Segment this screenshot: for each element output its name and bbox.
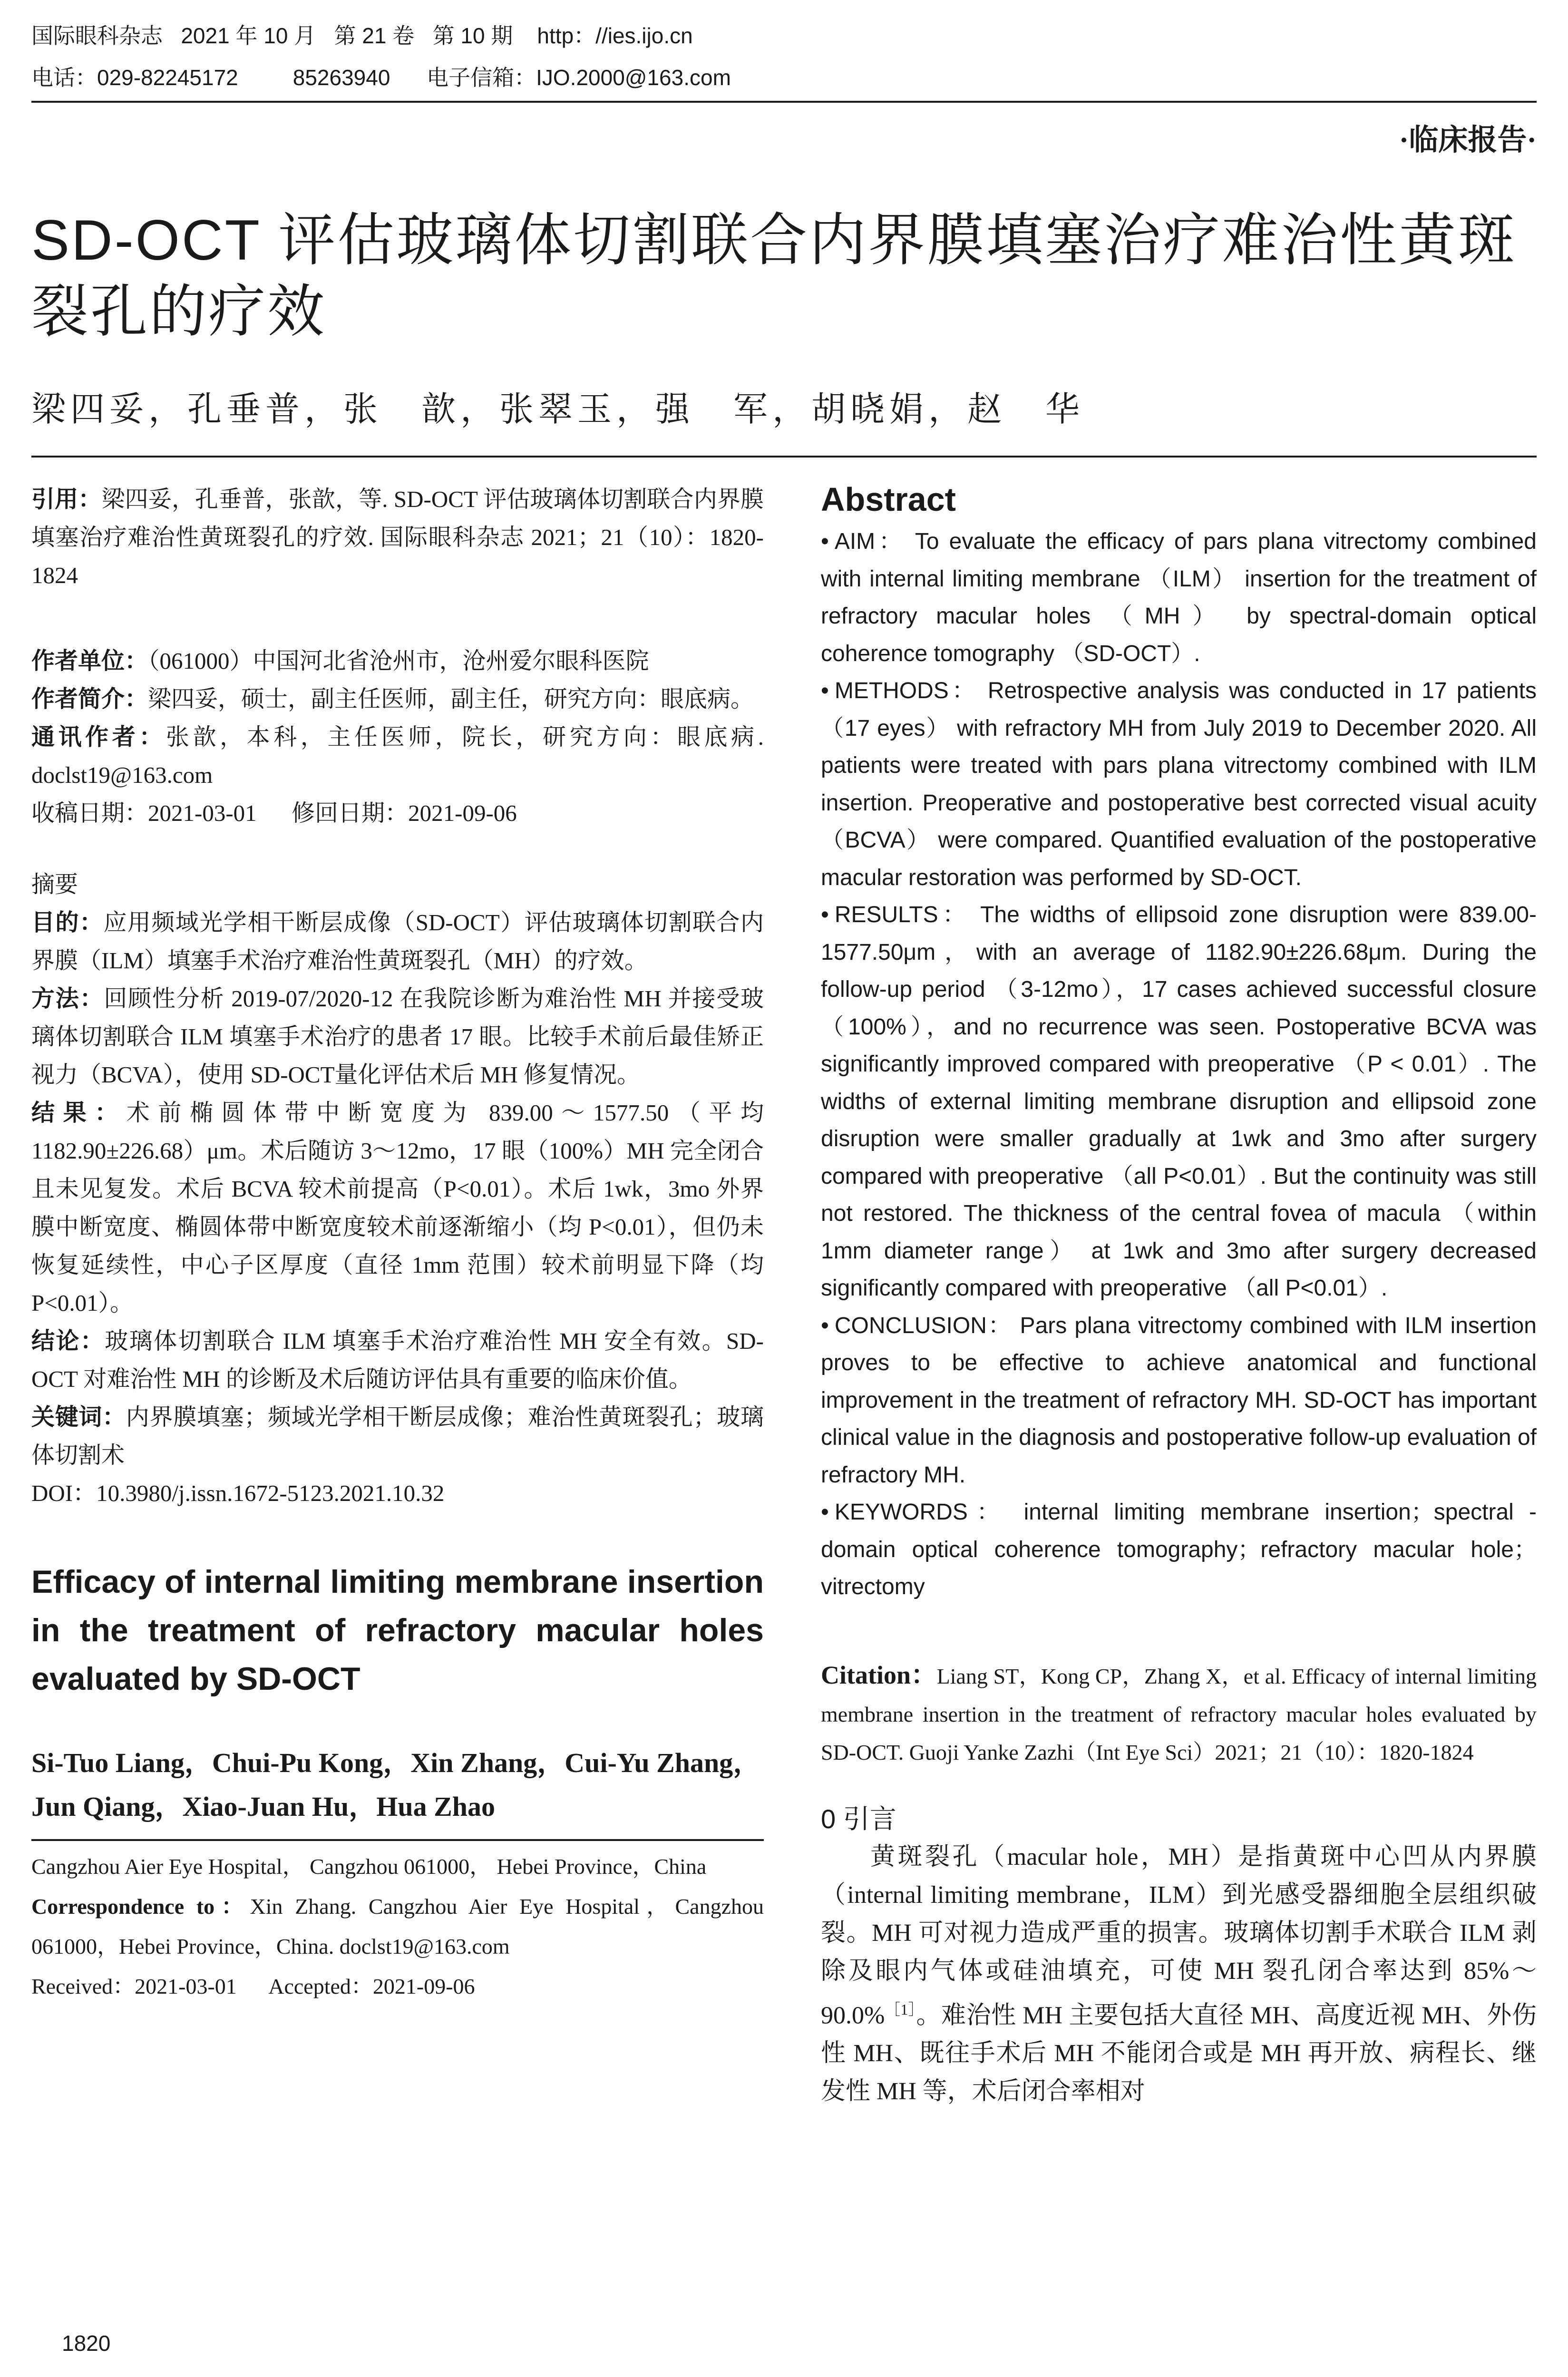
aim-label-cn: 目的： [31,910,104,935]
header-rule [31,101,1537,103]
methods-label-en: • METHODS： [821,678,978,703]
english-authors: Si-Tuo Liang，Chui-Pu Kong，Xin Zhang，Cui-Yu Zhang，Jun Qiang，Xiao-Juan Hu，Hua Zhao [31,1747,761,1822]
keywords-text-en: internal limiting membrane insertion；spectral - domain optical coherence tomography；refractory macular hole；vitrectomy [821,1500,1537,1599]
corresponding-label: 通讯作者： [31,724,166,750]
aim-text-cn: 应用频域光学相干断层成像（SD-OCT）评估玻璃体切割联合内界膜（ILM）填塞手术治疗难治性黄斑裂孔（MH）的疗效。 [31,909,764,974]
methods-label-cn: 方法： [31,986,104,1012]
methods-en [821,672,1537,896]
doi: DOI：10.3980/j.issn.1672-5123.2021.10.32 [31,1480,445,1506]
abstract-heading-cn: 摘要 [31,872,78,897]
english-dates: Received：2021-03-01 Accepted：2021-09-06 [31,1974,475,1998]
page-number: 1820 [62,2331,111,2356]
affiliation-label: 作者单位： [31,648,148,674]
conclusion-label-cn: 结论： [31,1328,105,1354]
affiliation-text: （061000）中国河北省沧州市，沧州爱尔眼科医院 [148,648,649,674]
methods-cn [31,980,764,1094]
english-title: Efficacy of internal limiting membrane insertion in the treatment of refractory macular holes evaluated by SD-OCT [31,1564,764,1697]
intro-paragraph [821,1838,1537,2111]
intro-text-continued: 。难治性 MH 主要包括大直径 MH、高度近视 MH、外伤性 MH、既往手术后 MH 不能闭合或是 MH 再开放、病程长、继发性 MH 等，术后闭合率相对 [821,2001,1537,2105]
aim-cn [31,904,764,980]
journal-header-line2: 电话：029-82245172 85263940 电子信箱：IJO.2000@163.com [31,65,731,90]
intro-heading: 0 引言 [821,1803,896,1834]
bio-text: 梁四妥，硕士，副主任医师，副主任，研究方向：眼底病。 [148,686,754,712]
results-en [821,896,1537,1307]
conclusion-en [821,1307,1537,1494]
authors-rule [31,456,1537,458]
english-affiliation: Cangzhou Aier Eye Hospital， Cangzhou 061000， Hebei Province，China [31,1854,707,1879]
authors: 梁四妥，孔垂普，张 歆，张翠玉，强 军，胡晓娟，赵 华 [31,390,1085,429]
citation-text-en: Liang ST，Kong CP，Zhang X，et al. Efficacy of internal limiting membrane insertion in the treatment of refractory macular holes evaluated by SD-OCT. Guoji Yanke Zazhi（Int Eye Sci）2021；21（10）：1820-1824 [821,1664,1537,1764]
english-correspondence [31,1887,764,1967]
received-dates: 收稿日期：2021-03-01 修回日期：2021-09-06 [31,800,517,826]
methods-text-cn: 回顾性分析 2019-07/2020-12 在我院诊断为难治性 MH 并接受玻璃体切割联合 ILM 填塞手术治疗的患者 17 眼。比较手术前后最佳矫正视力（BCVA），使用 SD-OCT量化评估术后 MH 修复情况。 [31,985,764,1088]
bio-label: 作者简介： [31,686,148,712]
citation-label: 引用： [31,487,102,512]
citation-en [821,1656,1537,1772]
aim-label-en: • AIM： [821,529,906,554]
journal-header-line1: 国际眼科杂志 2021 年 10 月 第 21 卷 第 10 期 http：//ies.ijo.cn [31,23,693,48]
conclusion-text-cn: 玻璃体切割联合 ILM 填塞手术治疗难治性 MH 安全有效。SD-OCT 对难治性 MH 的诊断及术后随访评估具有重要的临床价值。 [31,1328,764,1392]
keywords-text-cn: 内界膜填塞；频域光学相干断层成像；难治性黄斑裂孔；玻璃体切割术 [31,1404,764,1468]
intro-reference: ［1］ [885,2000,916,2018]
keywords-label-cn: 关键词： [31,1404,126,1430]
conclusion-text-en: Pars plana vitrectomy combined with ILM insertion proves to be effective to achieve anatomical and functional improvement in the treatment of refractory MH. SD-OCT has important clinical value in the diagnosis and postoperative follow-up evaluation of refractory MH. [821,1313,1537,1488]
right-column [821,480,1537,2111]
results-text-en: The widths of ellipsoid zone disruption were 839.00-1577.50μm，with an average of 1182.90±226.68μm. During the follow-up period （3-12mo），17 cases achieved successful closure （100%），and no recurrence was seen. Postoperative BCVA was significantly improved compared with preoperative （P < 0.01）. The widths of external limiting membrane disruption and ellipsoid zone disruption were smaller gradually at 1wk and 3mo after surgery compared with preoperative （all P<0.01）. But the continuity was still not restored. The thickness of the central fovea of macula （within 1mm diameter range） at 1wk and 3mo after surgery decreased significantly compared with preoperative （all P<0.01）. [821,902,1537,1301]
conclusion-label-en: • CONCLUSION： [821,1313,1012,1338]
corresponding-block [31,718,764,794]
left-column [31,480,764,2007]
results-cn [31,1094,764,1322]
section-label: ·临床报告· [1399,124,1537,156]
aim-en [821,523,1537,672]
results-label-cn: 结果： [31,1100,127,1126]
results-text-cn: 术前椭圆体带中断宽度为 839.00～1577.50（平均 1182.90±226.68）μm。术后随访 3～12mo，17 眼（100%）MH 完全闭合且未见复发。术后 BCVA 较术前提高（P<0.01）。术后 1wk，3mo 外界膜中断宽度、椭圆体带中断宽度较术前逐渐缩小（均 P<0.01），但仍未恢复延续性，中心子区厚度（直径 1mm 范围）较术前明显下降（均 P<0.01）。 [31,1100,764,1316]
bio-block [31,680,764,718]
abstract-heading-en: Abstract [821,481,956,518]
intro-text: 黄斑裂孔（macular hole，MH）是指黄斑中心凹从内界膜（internal limiting membrane，ILM）到光感受器细胞全层组织破裂。MH 可对视力造成严重的损害。玻璃体切割手术联合 ILM 剥除及眼内气体或硅油填充，可使 MH 裂孔闭合率达到 85%～90.0% [821,1843,1537,2029]
corresponding-text: 张歆，本科，主任医师，院长，研究方向：眼底病. doclst19@163.com [31,724,764,788]
results-label-en: • RESULTS： [821,902,970,927]
english-correspondence-label: Correspondence to： [31,1894,250,1919]
keywords-en [821,1494,1537,1606]
conclusion-cn [31,1322,764,1398]
aim-text-en: To evaluate the efficacy of pars plana vitrectomy combined with internal limiting membrane （ILM） insertion for the treatment of refractory macular holes （MH） by spectral-domain optical coherence tomography （SD-OCT）. [821,529,1537,666]
citation-text: 梁四妥，孔垂普，张歆，等. SD-OCT 评估玻璃体切割联合内界膜填塞治疗难治性黄斑裂孔的疗效. 国际眼科杂志 2021；21（10）：1820-1824 [31,486,764,588]
methods-text-en: Retrospective analysis was conducted in 17 patients （17 eyes） with refractory MH from July 2019 to December 2020. All patients were treated with pars plana vitrectomy combined with ILM insertion. Preoperative and postoperative best corrected visual acuity （BCVA） were compared. Quantified evaluation of the postoperative macular restoration was performed by SD-OCT. [821,678,1537,890]
keywords-cn [31,1398,764,1474]
affiliation-block [31,642,764,680]
keywords-label-en: • KEYWORDS： [821,1500,1008,1525]
citation-label-en: Citation： [821,1660,937,1689]
english-correspondence-text: Xin Zhang. Cangzhou Aier Eye Hospital，Cangzhou 061000，Hebei Province，China. doclst19@163.com [31,1894,764,1958]
citation-block [31,480,764,594]
article-title: SD-OCT 评估玻璃体切割联合内界膜填塞治疗难治性黄斑裂孔的疗效 [31,208,1517,343]
